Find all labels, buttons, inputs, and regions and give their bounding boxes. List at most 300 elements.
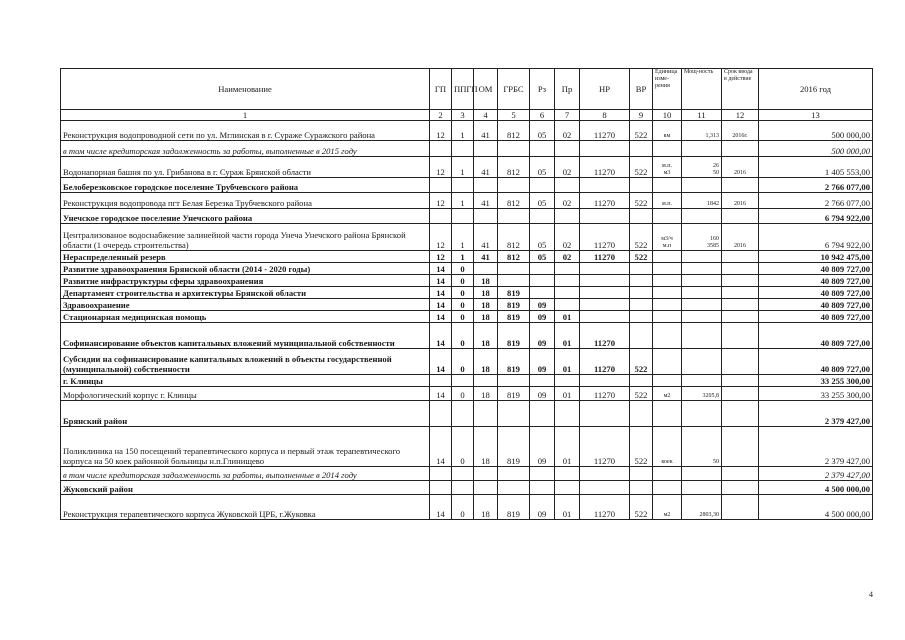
- code-cell: [452, 481, 474, 495]
- code-cell: [630, 299, 653, 311]
- code-cell: 2016: [722, 157, 759, 178]
- code-cell: 09: [530, 387, 555, 401]
- column-number: 11: [682, 110, 722, 121]
- table-row: [61, 311, 873, 323]
- code-cell: [530, 481, 555, 495]
- column-number: 12: [722, 110, 759, 121]
- row-name-cell: в том числе кредиторская задолженность за работы, выполненные в 2014 году: [61, 467, 430, 481]
- code-cell: 1: [452, 224, 474, 251]
- code-cell: 01: [555, 427, 580, 467]
- code-cell: 01: [555, 495, 580, 520]
- code-cell: [530, 209, 555, 224]
- amount-cell: 2 766 077,00: [759, 178, 873, 193]
- code-cell: 14: [430, 323, 452, 349]
- code-cell: 41: [474, 121, 498, 141]
- code-cell: [498, 178, 530, 193]
- code-cell: 12: [430, 224, 452, 251]
- row-name-cell: Морфологический корпус г. Клинцы: [61, 387, 430, 401]
- row-name-cell: г. Клинцы: [61, 375, 430, 387]
- code-cell: [653, 349, 682, 375]
- code-cell: [722, 299, 759, 311]
- code-cell: [653, 251, 682, 263]
- code-cell: [452, 141, 474, 157]
- code-cell: [630, 311, 653, 323]
- code-cell: [555, 178, 580, 193]
- code-cell: 0: [452, 323, 474, 349]
- code-cell: [530, 141, 555, 157]
- column-header: Пр: [555, 69, 580, 110]
- code-cell: [580, 275, 630, 287]
- code-cell: 522: [630, 224, 653, 251]
- code-cell: 01: [555, 349, 580, 375]
- row-name-cell: Жуковский район: [61, 481, 430, 495]
- code-cell: [630, 141, 653, 157]
- amount-cell: 2 766 077,00: [759, 193, 873, 209]
- column-number: 10: [653, 110, 682, 121]
- column-header: ГРБС: [498, 69, 530, 110]
- code-cell: 3205,8: [682, 387, 722, 401]
- code-cell: [682, 141, 722, 157]
- code-cell: [722, 209, 759, 224]
- column-number: 13: [759, 110, 873, 121]
- code-cell: 812: [498, 251, 530, 263]
- table-row: [61, 178, 873, 193]
- code-cell: 09: [530, 299, 555, 311]
- code-cell: [430, 375, 452, 387]
- code-cell: [630, 375, 653, 387]
- code-cell: 0: [452, 495, 474, 520]
- code-cell: [580, 401, 630, 427]
- code-cell: [653, 467, 682, 481]
- code-cell: 0: [452, 349, 474, 375]
- code-cell: [530, 467, 555, 481]
- code-cell: [498, 401, 530, 427]
- code-cell: [722, 251, 759, 263]
- code-cell: 09: [530, 427, 555, 467]
- code-cell: 819: [498, 495, 530, 520]
- amount-cell: 40 809 727,00: [759, 311, 873, 323]
- code-cell: [430, 401, 452, 427]
- amount-cell: 4 500 000,00: [759, 495, 873, 520]
- row-name-cell: Здравоохранение: [61, 299, 430, 311]
- code-cell: 02: [555, 251, 580, 263]
- table-row: [61, 481, 873, 495]
- code-cell: м2: [653, 495, 682, 520]
- code-cell: [555, 287, 580, 299]
- code-cell: [682, 263, 722, 275]
- column-header: ОМ: [474, 69, 498, 110]
- code-cell: [430, 481, 452, 495]
- budget-table: [60, 68, 873, 520]
- table-row: [61, 193, 873, 209]
- code-cell: [722, 481, 759, 495]
- code-cell: 1,313: [682, 121, 722, 141]
- code-cell: 11270: [580, 193, 630, 209]
- row-name-cell: Развитие инфраструктуры сферы здравоохранения: [61, 275, 430, 287]
- code-cell: 1842: [682, 193, 722, 209]
- row-name-cell: Реконструкция терапевтического корпуса Жуковской ЦРБ, г.Жуковка: [61, 495, 430, 520]
- code-cell: [653, 481, 682, 495]
- amount-cell: 40 809 727,00: [759, 349, 873, 375]
- code-cell: [474, 178, 498, 193]
- code-cell: [555, 141, 580, 157]
- code-cell: 18: [474, 387, 498, 401]
- code-cell: [722, 401, 759, 427]
- code-cell: 0: [452, 311, 474, 323]
- code-cell: 819: [498, 323, 530, 349]
- table-row: [61, 401, 873, 427]
- code-cell: 1: [452, 251, 474, 263]
- code-cell: 0: [452, 299, 474, 311]
- table-row: [61, 427, 873, 467]
- code-cell: 09: [530, 311, 555, 323]
- column-header: ППГП: [452, 69, 474, 110]
- code-cell: 812: [498, 121, 530, 141]
- code-cell: [722, 287, 759, 299]
- table-row: [61, 141, 873, 157]
- code-cell: м.п.: [653, 193, 682, 209]
- code-cell: 819: [498, 387, 530, 401]
- code-cell: 41: [474, 224, 498, 251]
- code-cell: [682, 481, 722, 495]
- code-cell: [580, 178, 630, 193]
- code-cell: [474, 401, 498, 427]
- code-cell: 26 50: [682, 157, 722, 178]
- code-cell: [682, 467, 722, 481]
- code-cell: 11270: [580, 157, 630, 178]
- code-cell: [653, 209, 682, 224]
- code-cell: [530, 375, 555, 387]
- column-header: НР: [580, 69, 630, 110]
- table-row: [61, 251, 873, 263]
- code-cell: 01: [555, 387, 580, 401]
- code-cell: [682, 287, 722, 299]
- code-cell: 09: [530, 349, 555, 375]
- code-cell: [498, 263, 530, 275]
- code-cell: 812: [498, 224, 530, 251]
- code-cell: 0: [452, 263, 474, 275]
- column-header: Рз: [530, 69, 555, 110]
- table-row: [61, 263, 873, 275]
- column-number: 8: [580, 110, 630, 121]
- code-cell: 18: [474, 427, 498, 467]
- code-cell: 14: [430, 349, 452, 375]
- code-cell: 819: [498, 427, 530, 467]
- code-cell: [498, 467, 530, 481]
- code-cell: [653, 275, 682, 287]
- row-name-cell: Департамент строительства и архитектуры Брянской области: [61, 287, 430, 299]
- code-cell: [722, 467, 759, 481]
- code-cell: [474, 375, 498, 387]
- code-cell: [580, 467, 630, 481]
- code-cell: [630, 401, 653, 427]
- code-cell: 41: [474, 157, 498, 178]
- header-row: [61, 69, 873, 110]
- code-cell: 18: [474, 299, 498, 311]
- row-name-cell: Реконструкция водопроводной сети по ул. Мглинская в г. Сураже Суражского района: [61, 121, 430, 141]
- code-cell: 522: [630, 387, 653, 401]
- code-cell: 18: [474, 323, 498, 349]
- code-cell: [722, 375, 759, 387]
- code-cell: [630, 287, 653, 299]
- code-cell: 11270: [580, 224, 630, 251]
- code-cell: [653, 299, 682, 311]
- table-row: [61, 387, 873, 401]
- code-cell: 0: [452, 387, 474, 401]
- column-number: 7: [555, 110, 580, 121]
- code-cell: 11270: [580, 427, 630, 467]
- row-name-cell: Водонапорная башня по ул. Грибанова в г. Сураж Брянской области: [61, 157, 430, 178]
- code-cell: м.п. м3: [653, 157, 682, 178]
- code-cell: 05: [530, 157, 555, 178]
- code-cell: 41: [474, 193, 498, 209]
- code-cell: 2803,30: [682, 495, 722, 520]
- code-cell: [653, 401, 682, 427]
- code-cell: 812: [498, 193, 530, 209]
- code-cell: 11270: [580, 495, 630, 520]
- code-cell: [530, 275, 555, 287]
- code-cell: 11270: [580, 349, 630, 375]
- table-row: [61, 467, 873, 481]
- code-cell: 522: [630, 251, 653, 263]
- amount-cell: 4 500 000,00: [759, 481, 873, 495]
- code-cell: [682, 323, 722, 349]
- code-cell: [430, 467, 452, 481]
- code-cell: 1: [452, 157, 474, 178]
- code-cell: 522: [630, 427, 653, 467]
- code-cell: [498, 375, 530, 387]
- code-cell: [474, 467, 498, 481]
- code-cell: 14: [430, 275, 452, 287]
- table-row: [61, 157, 873, 178]
- code-cell: [682, 349, 722, 375]
- row-name-cell: Стационарная медицинская помощь: [61, 311, 430, 323]
- row-name-cell: Нераспределенный резерв: [61, 251, 430, 263]
- code-cell: [498, 209, 530, 224]
- code-cell: 18: [474, 349, 498, 375]
- column-number: 6: [530, 110, 555, 121]
- code-cell: [580, 141, 630, 157]
- code-cell: 05: [530, 251, 555, 263]
- code-cell: 2016г.: [722, 121, 759, 141]
- code-cell: 11270: [580, 121, 630, 141]
- code-cell: [430, 178, 452, 193]
- code-cell: [630, 209, 653, 224]
- row-name-cell: Субсидии на софинансирование капитальных вложений в объекты государственной (муниципальной) собственности: [61, 349, 430, 375]
- code-cell: м2: [653, 387, 682, 401]
- code-cell: 2016: [722, 193, 759, 209]
- code-cell: [555, 275, 580, 287]
- code-cell: км: [653, 121, 682, 141]
- code-cell: 50: [682, 427, 722, 467]
- code-cell: [474, 141, 498, 157]
- code-cell: [722, 349, 759, 375]
- page-number: 4: [869, 590, 873, 599]
- table-row: [61, 209, 873, 224]
- row-name-cell: в том числе кредиторская задолженность за работы, выполненные в 2015 году: [61, 141, 430, 157]
- code-cell: 522: [630, 349, 653, 375]
- code-cell: 14: [430, 427, 452, 467]
- amount-cell: 33 255 300,00: [759, 375, 873, 387]
- code-cell: [580, 287, 630, 299]
- code-cell: [555, 299, 580, 311]
- code-cell: 41: [474, 251, 498, 263]
- code-cell: [722, 275, 759, 287]
- code-cell: [722, 178, 759, 193]
- code-cell: [580, 375, 630, 387]
- code-cell: [630, 481, 653, 495]
- code-cell: [653, 178, 682, 193]
- code-cell: 05: [530, 193, 555, 209]
- amount-cell: 10 942 475,00: [759, 251, 873, 263]
- code-cell: [452, 178, 474, 193]
- code-cell: м3/ч м.п: [653, 224, 682, 251]
- code-cell: [555, 401, 580, 427]
- code-cell: 02: [555, 193, 580, 209]
- amount-cell: 500 000,00: [759, 141, 873, 157]
- code-cell: [722, 323, 759, 349]
- code-cell: 2016: [722, 224, 759, 251]
- code-cell: 12: [430, 251, 452, 263]
- column-header: ВР: [630, 69, 653, 110]
- code-cell: [682, 311, 722, 323]
- code-cell: [580, 209, 630, 224]
- code-cell: 14: [430, 299, 452, 311]
- column-number: 1: [61, 110, 430, 121]
- code-cell: [452, 209, 474, 224]
- code-cell: коек: [653, 427, 682, 467]
- code-cell: 14: [430, 287, 452, 299]
- code-cell: [498, 141, 530, 157]
- code-cell: 819: [498, 311, 530, 323]
- code-cell: [498, 275, 530, 287]
- column-header: Единица изме-рения: [653, 69, 682, 110]
- table-row: [61, 299, 873, 311]
- code-cell: [555, 481, 580, 495]
- code-cell: 05: [530, 121, 555, 141]
- amount-cell: 40 809 727,00: [759, 275, 873, 287]
- code-cell: [580, 299, 630, 311]
- code-cell: [682, 401, 722, 427]
- column-header: ГП: [430, 69, 452, 110]
- code-cell: 1: [452, 193, 474, 209]
- code-cell: [722, 427, 759, 467]
- code-cell: [530, 178, 555, 193]
- row-name-cell: Централизованое водоснабжение залинейной части города Унеча Унечского района Брянской области (1 очередь строительства): [61, 224, 430, 251]
- code-cell: 02: [555, 157, 580, 178]
- amount-cell: 40 809 727,00: [759, 263, 873, 275]
- table-row: [61, 121, 873, 141]
- code-cell: [653, 311, 682, 323]
- code-cell: [530, 287, 555, 299]
- code-cell: 02: [555, 224, 580, 251]
- code-cell: 819: [498, 299, 530, 311]
- row-name-cell: Белоберезковское городское поселение Трубчевского района: [61, 178, 430, 193]
- table-row: [61, 323, 873, 349]
- column-number-row: [61, 110, 873, 121]
- amount-cell: 2 379 427,00: [759, 427, 873, 467]
- code-cell: 12: [430, 157, 452, 178]
- code-cell: 522: [630, 193, 653, 209]
- code-cell: 160 3585: [682, 224, 722, 251]
- code-cell: 14: [430, 495, 452, 520]
- code-cell: [452, 401, 474, 427]
- code-cell: 14: [430, 387, 452, 401]
- code-cell: [722, 141, 759, 157]
- code-cell: 12: [430, 121, 452, 141]
- table-row: [61, 375, 873, 387]
- code-cell: [722, 263, 759, 275]
- amount-cell: 33 255 300,00: [759, 387, 873, 401]
- code-cell: 522: [630, 157, 653, 178]
- code-cell: 812: [498, 157, 530, 178]
- code-cell: 18: [474, 275, 498, 287]
- code-cell: 09: [530, 495, 555, 520]
- code-cell: 18: [474, 287, 498, 299]
- code-cell: [474, 481, 498, 495]
- table-row: [61, 349, 873, 375]
- amount-cell: 40 809 727,00: [759, 287, 873, 299]
- code-cell: [682, 275, 722, 287]
- code-cell: [452, 375, 474, 387]
- column-header: 2016 год: [759, 69, 873, 110]
- amount-cell: 2 379 427,00: [759, 467, 873, 481]
- code-cell: [682, 375, 722, 387]
- row-name-cell: Унечское городское поселение Унечского района: [61, 209, 430, 224]
- code-cell: [630, 263, 653, 275]
- code-cell: [555, 263, 580, 275]
- code-cell: 11270: [580, 251, 630, 263]
- code-cell: 819: [498, 287, 530, 299]
- code-cell: [452, 467, 474, 481]
- table-row: [61, 495, 873, 520]
- table-row: [61, 224, 873, 251]
- code-cell: 18: [474, 495, 498, 520]
- amount-cell: 2 379 427,00: [759, 401, 873, 427]
- code-cell: [653, 323, 682, 349]
- code-cell: [722, 387, 759, 401]
- column-number: 9: [630, 110, 653, 121]
- code-cell: [530, 263, 555, 275]
- code-cell: 05: [530, 224, 555, 251]
- amount-cell: 1 405 553,00: [759, 157, 873, 178]
- code-cell: 12: [430, 193, 452, 209]
- code-cell: [682, 251, 722, 263]
- amount-cell: 40 809 727,00: [759, 299, 873, 311]
- code-cell: 11270: [580, 387, 630, 401]
- code-cell: [555, 467, 580, 481]
- code-cell: [555, 209, 580, 224]
- column-header: Мощ-ность: [682, 69, 722, 110]
- column-number: 5: [498, 110, 530, 121]
- code-cell: [653, 141, 682, 157]
- code-cell: [630, 275, 653, 287]
- code-cell: [474, 263, 498, 275]
- code-cell: [580, 481, 630, 495]
- row-name-cell: Развитие здравоохранения Брянской области (2014 - 2020 годы): [61, 263, 430, 275]
- code-cell: [682, 209, 722, 224]
- code-cell: [630, 178, 653, 193]
- code-cell: 522: [630, 121, 653, 141]
- amount-cell: 6 794 922,00: [759, 209, 873, 224]
- column-number: 3: [452, 110, 474, 121]
- code-cell: [722, 495, 759, 520]
- code-cell: 02: [555, 121, 580, 141]
- amount-cell: 500 000,00: [759, 121, 873, 141]
- code-cell: [580, 311, 630, 323]
- code-cell: 01: [555, 311, 580, 323]
- budget-table-sheet: [60, 68, 872, 520]
